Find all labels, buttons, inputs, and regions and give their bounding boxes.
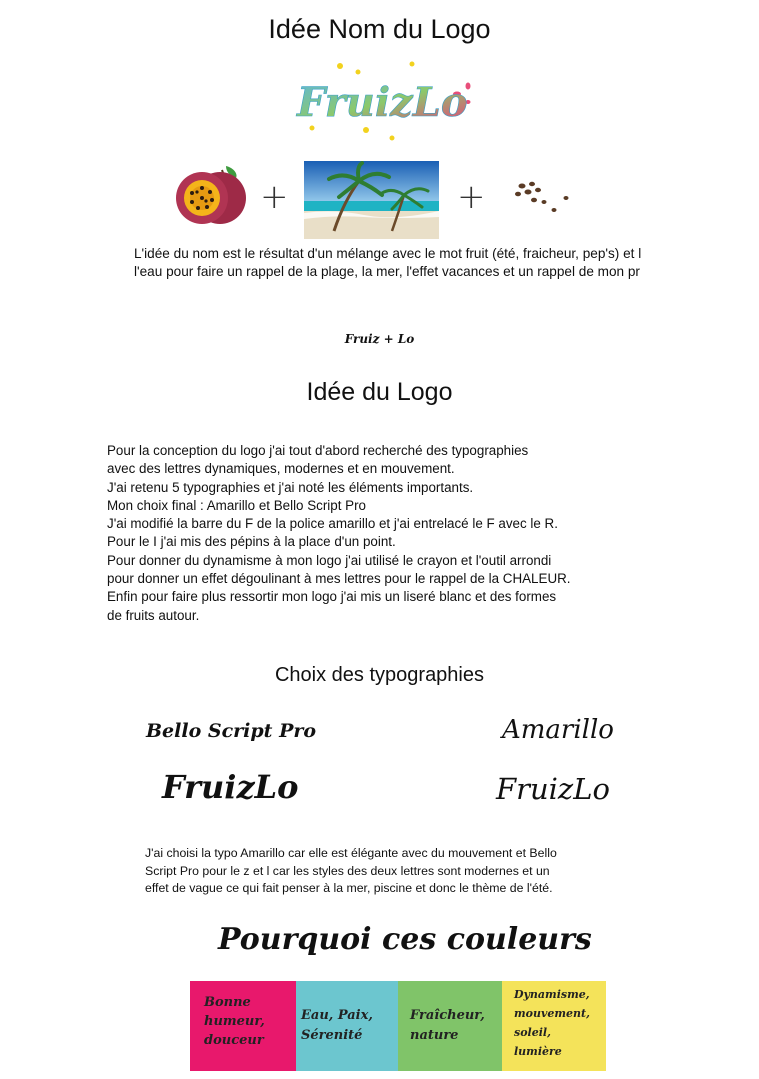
- choice-paragraph: [145, 845, 665, 898]
- beach-photo: [304, 161, 439, 239]
- intro-paragraph: [134, 245, 759, 281]
- swatch-label: Bonne: [204, 995, 251, 1010]
- concept-line: J'ai retenu 5 typographies et j'ai noté les éléments importants.: [107, 479, 474, 495]
- choice-line: Script Pro pour le z et l car les styles des deux lettres sont modernes et un: [145, 863, 550, 878]
- choice-line: J'ai choisi la typo Amarillo car elle est élégante avec du mouvement et Bello: [145, 846, 557, 860]
- seed-dot: [390, 136, 395, 141]
- swatch-label: Eau, Paix,: [301, 1008, 373, 1023]
- amarillo-name: Amarillo: [502, 715, 614, 745]
- plus-sign: +: [260, 177, 289, 217]
- name-formula: Fruiz + Lo: [344, 332, 415, 346]
- swatch-label: nature: [410, 1028, 459, 1043]
- concept-line: Enfin pour faire plus ressortir mon logo j'ai mis un liseré blanc et des formes: [107, 589, 557, 605]
- bello-script-name: Bello Script Pro: [146, 720, 317, 742]
- seed-dot: [410, 62, 415, 67]
- seeds-icon: [510, 180, 572, 220]
- seed-dot: [310, 126, 315, 131]
- logo-text: FruizLo: [297, 79, 468, 126]
- title-logo-name: Idée Nom du Logo: [268, 14, 491, 44]
- swatch-label: soleil,: [514, 1026, 551, 1039]
- seed-dot: [337, 63, 343, 69]
- concept-line: Pour donner du dynamisme à mon logo j'ai utilisé le crayon et l'outil arrondi: [107, 552, 552, 568]
- concept-line: avec des lettres dynamiques, modernes et en mouvement.: [107, 461, 455, 477]
- concept-paragraph: [107, 442, 707, 625]
- intro-line: L'idée du nom est le résultat d'un mélange avec le mot fruit (été, fraicheur, pep's) et l: [134, 246, 642, 261]
- title-colors: Pourquoi ces couleurs: [218, 922, 592, 957]
- swatch-label: Fraîcheur,: [410, 1008, 485, 1023]
- bello-script-sample: FruizLo: [162, 768, 299, 806]
- swatch-yellow: [502, 981, 606, 1071]
- concept-line: de fruits autour.: [107, 607, 200, 623]
- choice-line: effet de vague ce qui fait penser à la mer, piscine et donc le thème de l'été.: [145, 881, 553, 895]
- swatch-label: mouvement,: [514, 1007, 590, 1020]
- plus-sign: +: [457, 177, 486, 217]
- concept-line: Pour le I j'ai mis des pépins à la place d'un point.: [107, 534, 396, 550]
- passion-fruit-icon: [170, 162, 250, 230]
- swatch-blue: [296, 981, 398, 1071]
- amarillo-sample: FruizLo: [496, 772, 610, 806]
- intro-line: l'eau pour faire un rappel de la plage, la mer, l'effet vacances et un rappel de mon pr: [134, 264, 640, 279]
- swatch-label: Dynamisme,: [514, 988, 590, 1001]
- concept-line: J'ai modifié la barre du F de la police amarillo et j'ai entrelacé le F avec le R.: [107, 516, 558, 532]
- title-typo-choice: Choix des typographies: [274, 664, 484, 686]
- swatch-label: Sérenité: [301, 1028, 363, 1043]
- seed-dot: [363, 127, 369, 133]
- swatch-label: humeur,: [204, 1014, 265, 1029]
- concept-line: pour donner un effet dégoulinant à mes lettres pour le rappel de la CHALEUR.: [107, 571, 571, 587]
- fruizlo-logo: [292, 58, 477, 148]
- concept-line: Mon choix final : Amarillo et Bello Script Pro: [107, 497, 366, 513]
- swatch-pink: [190, 981, 296, 1071]
- concept-line: Pour la conception du logo j'ai tout d'abord recherché des typographies: [107, 443, 529, 458]
- title-logo-idea: Idée du Logo: [306, 378, 453, 406]
- swatch-label: douceur: [204, 1033, 264, 1048]
- swatch-green: [398, 981, 502, 1071]
- seed-dot: [356, 70, 361, 75]
- swatch-label: lumière: [514, 1045, 562, 1058]
